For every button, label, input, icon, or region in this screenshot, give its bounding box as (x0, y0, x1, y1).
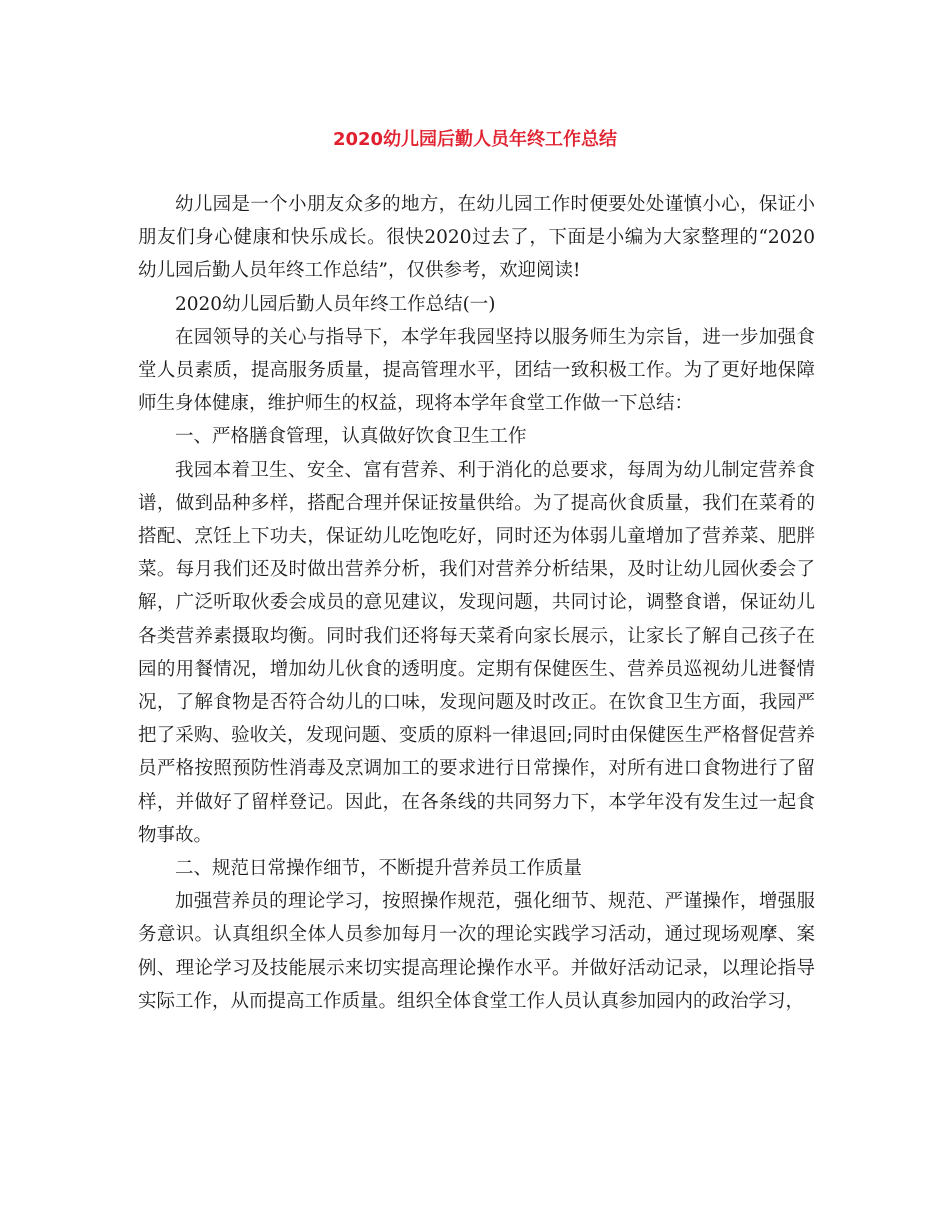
document-body (138, 188, 815, 1018)
document-title: 2020幼儿园后勤人员年终工作总结 (332, 129, 618, 150)
intro-paragraph: 幼儿园是一个小朋友众多的地方，在幼儿园工作时便要处处谨慎小心，保证小朋友们身心健康和快乐成长。很快2020过去了，下面是小编为大家整理的“2020幼儿园后勤人员年终工作总结”，仅供参考，欢迎阅读! (138, 194, 815, 282)
body-paragraph: 在园领导的关心与指导下，本学年我园坚持以服务师生为宗旨，进一步加强食堂人员素质，提高服务质量，提高管理水平，团结一致积极工作。为了更好地保障师生身体健康，维护师生的权益，现将本学年食堂工作做一下总结： (138, 326, 815, 415)
section-heading-1: 一、严格膳食管理，认真做好饮食卫生工作 (175, 426, 527, 448)
body-paragraph: 加强营养员的理论学习，按照操作规范，强化细节、规范、严谨操作，增强服务意识。认真组织全体人员参加每月一次的理论实践学习活动，通过现场观摩、案例、理论学习及技能展示来切实提高理论操作水平。并做好活动记录，以理论指导实际工作，从而提高工作质量。组织全体食堂工作人员认真参加园内的政治学习， (138, 891, 815, 1012)
section-heading-2: 二、规范日常操作细节，不断提升营养员工作质量 (175, 858, 583, 880)
body-paragraph: 我园本着卫生、安全、富有营养、利于消化的总要求，每周为幼儿制定营养食谱，做到品种多样，搭配合理并保证按量供给。为了提高伙食质量，我们在菜肴的搭配、烹饪上下功夫，保证幼儿吃饱吃好，同时还为体弱儿童增加了营养菜、肥胖菜。每月我们还及时做出营养分析，我们对营养分析结果，及时让幼儿园伙委会了解，广泛听取伙委会成员的意见建议，发现问题，共同讨论，调整食谱，保证幼儿各类营养素摄取均衡。同时我们还将每天菜肴向家长展示，让家长了解自己孩子在园的用餐情况，增加幼儿伙食的透明度。定期有保健医生、营养员巡视幼儿进餐情况，了解食物是否符合幼儿的口味，发现问题及时改正。在饮食卫生方面，我园严把了采购、验收关，发现问题、变质的原料一律退回;同时由保健医生严格督促营养员严格按照预防性消毒及烹调加工的要求进行日常操作，对所有进口食物进行了留样，并做好了留样登记。因此，在各条线的共同努力下，本学年没有发生过一起食物事故。 (138, 459, 815, 846)
section-title: 2020幼儿园后勤人员年终工作总结(一) (175, 293, 496, 315)
